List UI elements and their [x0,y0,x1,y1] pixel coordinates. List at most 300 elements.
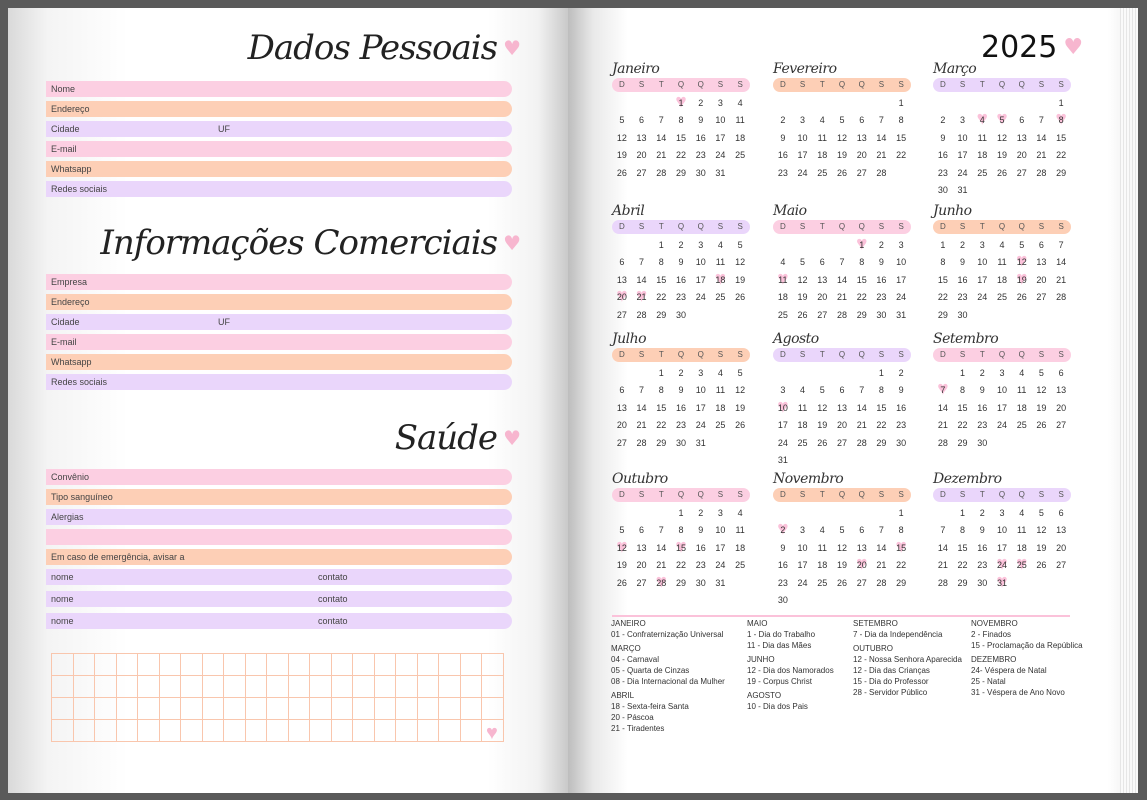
day-cell[interactable]: 24 [695,292,706,303]
day-cell[interactable]: 29 [876,437,887,448]
day-cell[interactable]: 29 [656,437,667,448]
day-cell[interactable]: 21 [656,560,667,571]
day-cell[interactable]: 31 [715,577,726,588]
day-cell[interactable]: 10 [957,132,968,143]
day-cell[interactable]: 20 [836,420,847,431]
day-cell[interactable]: 4 [819,115,825,126]
day-cell[interactable]: 14 [636,274,647,285]
day-cell[interactable]: 6 [1038,239,1044,250]
day-cell[interactable]: 30 [937,185,948,196]
day-cell[interactable]: 1 [898,507,904,518]
day-cell[interactable]: 9 [698,115,704,126]
day-cell[interactable]: 16 [957,274,968,285]
day-cell[interactable]: 30 [675,309,686,320]
day-cell[interactable]: 6 [639,115,645,126]
day-cell[interactable]: 27 [1056,420,1067,431]
day-cell[interactable]: 13 [817,274,828,285]
day-cell[interactable]: 26 [817,437,828,448]
day-cell[interactable]: 6 [819,257,825,268]
day-cell[interactable]: ♥ 7 [933,385,953,395]
day-cell[interactable]: 10 [695,385,706,396]
day-cell[interactable]: 30 [675,437,686,448]
day-cell[interactable]: ♥ 20 [612,292,632,302]
day-cell[interactable]: 11 [715,257,726,268]
day-cell[interactable]: 9 [780,132,786,143]
form-row[interactable] [46,469,512,485]
day-cell[interactable]: 5 [1019,239,1025,250]
form-row[interactable] [46,489,512,505]
day-cell[interactable]: 1 [960,507,966,518]
day-cell[interactable]: 18 [817,150,828,161]
day-cell[interactable]: 9 [698,525,704,536]
day-cell[interactable]: 15 [957,542,968,553]
day-cell[interactable]: ♥ 31 [992,578,1012,588]
day-cell[interactable]: 8 [960,385,966,396]
day-cell[interactable]: 27 [1056,560,1067,571]
day-cell[interactable]: 14 [836,274,847,285]
day-cell[interactable]: 31 [777,455,788,466]
day-cell[interactable]: 20 [1036,274,1047,285]
day-cell[interactable]: 29 [675,577,686,588]
day-cell[interactable]: 30 [977,437,988,448]
day-cell[interactable]: 17 [977,274,988,285]
day-cell[interactable]: 23 [777,577,788,588]
day-cell[interactable]: 30 [876,309,887,320]
day-cell[interactable]: 28 [1036,167,1047,178]
day-cell[interactable]: 28 [656,167,667,178]
day-cell[interactable]: 9 [940,132,946,143]
day-cell[interactable]: 23 [896,420,907,431]
day-cell[interactable]: 19 [996,150,1007,161]
day-cell[interactable]: 21 [1056,274,1067,285]
day-cell[interactable]: 30 [896,437,907,448]
day-cell[interactable]: 25 [797,437,808,448]
day-cell[interactable]: 12 [996,132,1007,143]
day-cell[interactable]: 3 [717,507,723,518]
day-cell[interactable]: 19 [836,150,847,161]
day-cell[interactable]: 30 [695,167,706,178]
day-cell[interactable]: 21 [937,560,948,571]
day-cell[interactable]: 31 [896,309,907,320]
day-cell[interactable]: 15 [957,402,968,413]
day-cell[interactable]: ♥ 4 [972,115,992,125]
day-cell[interactable]: 2 [940,115,946,126]
day-cell[interactable]: 10 [715,115,726,126]
day-cell[interactable]: 5 [619,525,625,536]
day-cell[interactable]: 7 [878,525,884,536]
day-cell[interactable]: 24 [715,560,726,571]
day-cell[interactable]: 26 [836,167,847,178]
day-cell[interactable]: 3 [698,367,704,378]
day-cell[interactable]: 24 [797,167,808,178]
day-cell[interactable]: 25 [735,560,746,571]
day-cell[interactable]: 5 [839,525,845,536]
day-cell[interactable]: 11 [1017,385,1027,396]
day-cell[interactable]: 17 [957,150,968,161]
day-cell[interactable]: 11 [1017,525,1027,536]
day-cell[interactable]: 11 [735,525,745,536]
day-cell[interactable]: 17 [996,402,1007,413]
day-cell[interactable]: 24 [977,292,988,303]
day-cell[interactable]: 18 [797,420,808,431]
day-cell[interactable]: 24 [777,437,788,448]
day-cell[interactable]: 2 [878,239,884,250]
day-cell[interactable]: 15 [937,274,948,285]
day-cell[interactable]: 20 [856,150,867,161]
day-cell[interactable]: 26 [836,577,847,588]
day-cell[interactable]: ♥ 12 [612,543,632,553]
day-cell[interactable]: ♥ 2 [773,525,793,535]
day-cell[interactable]: 28 [1056,292,1067,303]
day-cell[interactable]: 21 [1036,150,1047,161]
day-cell[interactable]: 15 [896,132,907,143]
day-cell[interactable]: 25 [977,167,988,178]
day-cell[interactable]: 27 [636,577,647,588]
day-cell[interactable]: 15 [656,402,667,413]
day-cell[interactable]: 24 [797,577,808,588]
form-row[interactable] [46,274,512,290]
day-cell[interactable]: 8 [878,385,884,396]
day-cell[interactable]: 7 [940,525,946,536]
day-cell[interactable]: ♥ 20 [852,560,872,570]
day-cell[interactable]: 3 [800,115,806,126]
day-cell[interactable]: 15 [856,274,867,285]
day-cell[interactable]: 15 [656,274,667,285]
day-cell[interactable]: 22 [675,560,686,571]
day-cell[interactable]: 5 [737,367,743,378]
day-cell[interactable]: 27 [636,167,647,178]
day-cell[interactable]: 31 [957,185,968,196]
day-cell[interactable]: 8 [859,257,865,268]
day-cell[interactable]: 18 [996,274,1007,285]
day-cell[interactable]: 25 [777,309,788,320]
day-cell[interactable]: 7 [639,257,645,268]
day-cell[interactable]: 14 [856,402,867,413]
day-cell[interactable]: 23 [777,167,788,178]
day-cell[interactable]: 25 [817,167,828,178]
day-cell[interactable]: 8 [658,385,664,396]
day-cell[interactable]: 12 [616,132,627,143]
day-cell[interactable]: 21 [856,420,867,431]
day-cell[interactable]: 26 [1036,560,1047,571]
day-cell[interactable]: 16 [777,560,788,571]
day-cell[interactable]: 2 [698,507,704,518]
day-cell[interactable]: 8 [658,257,664,268]
day-cell[interactable]: 26 [1016,292,1027,303]
day-cell[interactable]: 21 [876,560,887,571]
day-cell[interactable]: 30 [957,309,968,320]
day-cell[interactable]: ♥ 15 [891,543,911,553]
day-cell[interactable]: 17 [695,274,706,285]
day-cell[interactable]: 12 [1036,525,1047,536]
day-cell[interactable]: 20 [817,292,828,303]
day-cell[interactable]: 14 [656,132,667,143]
day-cell[interactable]: 17 [797,560,808,571]
day-cell[interactable]: 18 [977,150,988,161]
day-cell[interactable]: 16 [777,150,788,161]
day-cell[interactable]: 20 [1016,150,1027,161]
day-cell[interactable]: 22 [896,150,907,161]
day-cell[interactable]: 28 [876,577,887,588]
day-cell[interactable]: 22 [957,420,968,431]
day-cell[interactable]: 7 [1058,239,1064,250]
day-cell[interactable]: 29 [856,309,867,320]
day-cell[interactable]: 19 [1036,402,1047,413]
day-cell[interactable]: 4 [780,257,786,268]
day-cell[interactable]: 17 [695,402,706,413]
day-cell[interactable]: 6 [1019,115,1025,126]
day-cell[interactable]: 2 [979,507,985,518]
day-cell[interactable]: 6 [839,385,845,396]
day-cell[interactable]: 14 [937,542,948,553]
day-cell[interactable]: 9 [960,257,966,268]
day-cell[interactable]: 8 [940,257,946,268]
day-cell[interactable]: 3 [698,239,704,250]
day-cell[interactable]: 11 [715,385,726,396]
day-cell[interactable]: 23 [977,420,988,431]
day-cell[interactable]: 17 [996,542,1007,553]
day-cell[interactable]: 6 [1058,367,1064,378]
day-cell[interactable]: 14 [656,542,667,553]
day-cell[interactable]: 20 [636,150,647,161]
day-cell[interactable]: 13 [1016,132,1027,143]
day-cell[interactable]: 26 [616,167,627,178]
day-cell[interactable]: 8 [678,115,684,126]
day-cell[interactable]: 26 [797,309,808,320]
day-cell[interactable]: 3 [979,239,985,250]
day-cell[interactable]: 13 [616,402,627,413]
day-cell[interactable]: 28 [636,309,647,320]
day-cell[interactable]: 16 [876,274,887,285]
day-cell[interactable]: 27 [616,437,627,448]
day-cell[interactable]: 5 [839,115,845,126]
form-row[interactable] [46,334,512,350]
day-cell[interactable]: 25 [1016,420,1027,431]
day-cell[interactable]: 29 [957,577,968,588]
day-cell[interactable]: 26 [1036,420,1047,431]
day-cell[interactable]: 1 [878,367,884,378]
day-cell[interactable]: 4 [737,507,743,518]
day-cell[interactable]: ♥ 12 [1012,257,1032,267]
day-cell[interactable]: 22 [1056,150,1067,161]
day-cell[interactable]: 22 [675,150,686,161]
day-cell[interactable]: 25 [735,150,746,161]
day-cell[interactable]: 16 [977,402,988,413]
day-cell[interactable]: 11 [997,257,1007,268]
day-cell[interactable]: 4 [717,367,723,378]
day-cell[interactable]: 28 [876,167,887,178]
day-cell[interactable]: ♥ 8 [1051,115,1071,125]
day-cell[interactable]: 11 [797,402,808,413]
day-cell[interactable]: 7 [658,525,664,536]
day-cell[interactable]: 8 [898,525,904,536]
day-cell[interactable]: 9 [678,257,684,268]
day-cell[interactable]: 8 [678,525,684,536]
day-cell[interactable]: 25 [715,420,726,431]
day-cell[interactable]: 17 [797,150,808,161]
day-cell[interactable]: 21 [656,150,667,161]
day-cell[interactable]: 24 [896,292,907,303]
day-cell[interactable]: 27 [817,309,828,320]
day-cell[interactable]: 22 [957,560,968,571]
day-cell[interactable]: 24 [695,420,706,431]
day-cell[interactable]: 16 [695,132,706,143]
day-cell[interactable]: 14 [937,402,948,413]
day-cell[interactable]: 19 [1036,542,1047,553]
day-cell[interactable]: 2 [698,97,704,108]
day-cell[interactable]: 18 [735,542,746,553]
day-cell[interactable]: 19 [817,420,828,431]
day-cell[interactable]: 6 [859,525,865,536]
day-cell[interactable]: 13 [1056,385,1067,396]
day-cell[interactable]: 1 [658,367,664,378]
day-cell[interactable]: 5 [1038,507,1044,518]
form-row[interactable] [46,161,512,177]
day-cell[interactable]: 13 [856,542,867,553]
day-cell[interactable]: 21 [876,150,887,161]
day-cell[interactable]: ♥ 19 [1012,275,1032,285]
day-cell[interactable]: 18 [817,560,828,571]
form-row[interactable] [46,569,512,585]
day-cell[interactable]: 27 [856,577,867,588]
day-cell[interactable]: 18 [777,292,788,303]
day-cell[interactable]: 8 [960,525,966,536]
day-cell[interactable]: 2 [898,367,904,378]
form-row[interactable] [46,591,512,607]
day-cell[interactable]: 10 [996,385,1007,396]
day-cell[interactable]: 4 [999,239,1005,250]
day-cell[interactable]: 24 [715,150,726,161]
day-cell[interactable]: 13 [1056,525,1067,536]
day-cell[interactable]: 22 [937,292,948,303]
day-cell[interactable]: 28 [856,437,867,448]
day-cell[interactable]: ♥ 10 [773,403,793,413]
day-cell[interactable]: 11 [817,542,827,553]
day-cell[interactable]: 4 [737,97,743,108]
day-cell[interactable]: 24 [996,420,1007,431]
day-cell[interactable]: 14 [876,542,887,553]
day-cell[interactable]: 23 [957,292,968,303]
day-cell[interactable]: 17 [777,420,788,431]
form-row[interactable] [46,294,512,310]
day-cell[interactable]: 4 [819,525,825,536]
day-cell[interactable]: 22 [896,560,907,571]
day-cell[interactable]: 4 [800,385,806,396]
day-cell[interactable]: 30 [977,577,988,588]
day-cell[interactable]: 21 [836,292,847,303]
day-cell[interactable]: 17 [715,132,726,143]
day-cell[interactable]: 13 [856,132,867,143]
day-cell[interactable]: 27 [836,437,847,448]
day-cell[interactable]: 25 [715,292,726,303]
day-cell[interactable]: ♥ 1 [671,98,691,108]
day-cell[interactable]: 22 [876,420,887,431]
form-row[interactable] [46,549,512,565]
form-row[interactable] [46,121,512,137]
day-cell[interactable]: 29 [896,577,907,588]
day-cell[interactable]: 7 [639,385,645,396]
day-cell[interactable]: 16 [675,274,686,285]
form-row[interactable] [46,181,512,197]
day-cell[interactable]: 20 [616,420,627,431]
day-cell[interactable]: 28 [636,437,647,448]
day-cell[interactable]: 26 [735,292,746,303]
day-cell[interactable]: 2 [780,115,786,126]
day-cell[interactable]: 6 [639,525,645,536]
day-cell[interactable]: 20 [636,560,647,571]
day-cell[interactable]: 3 [717,97,723,108]
day-cell[interactable]: 1 [898,97,904,108]
day-cell[interactable]: 16 [695,542,706,553]
day-cell[interactable]: 13 [636,132,647,143]
day-cell[interactable]: 19 [735,402,746,413]
day-cell[interactable]: 28 [937,437,948,448]
day-cell[interactable]: 13 [1036,257,1047,268]
day-cell[interactable]: 9 [979,525,985,536]
day-cell[interactable]: 27 [616,309,627,320]
day-cell[interactable]: 9 [898,385,904,396]
day-cell[interactable]: 16 [977,542,988,553]
day-cell[interactable]: 15 [1056,132,1067,143]
day-cell[interactable]: 23 [977,560,988,571]
day-cell[interactable]: 9 [979,385,985,396]
day-cell[interactable]: 1 [678,507,684,518]
form-row[interactable] [46,314,512,330]
day-cell[interactable]: ♥ 28 [651,578,671,588]
day-cell[interactable]: 20 [1056,542,1067,553]
day-cell[interactable]: 30 [695,577,706,588]
day-cell[interactable]: 5 [1038,367,1044,378]
form-row[interactable] [46,141,512,157]
day-cell[interactable]: 12 [836,542,847,553]
day-cell[interactable]: 18 [1016,542,1027,553]
day-cell[interactable]: 28 [836,309,847,320]
day-cell[interactable]: 2 [678,239,684,250]
day-cell[interactable]: 8 [898,115,904,126]
day-cell[interactable]: 28 [937,577,948,588]
day-cell[interactable]: 2 [979,367,985,378]
day-cell[interactable]: 1 [960,367,966,378]
day-cell[interactable]: 15 [675,132,686,143]
day-cell[interactable]: 2 [678,367,684,378]
day-cell[interactable]: 5 [819,385,825,396]
day-cell[interactable]: 26 [616,577,627,588]
day-cell[interactable]: 7 [839,257,845,268]
day-cell[interactable]: 14 [1056,257,1067,268]
day-cell[interactable]: 23 [695,560,706,571]
day-cell[interactable]: 3 [800,525,806,536]
day-cell[interactable]: 13 [616,274,627,285]
day-cell[interactable]: 14 [876,132,887,143]
day-cell[interactable]: 29 [957,437,968,448]
day-cell[interactable]: ♥ 11 [773,275,793,285]
day-cell[interactable]: 5 [737,239,743,250]
day-cell[interactable]: 7 [1038,115,1044,126]
day-cell[interactable]: 30 [777,595,788,606]
day-cell[interactable]: 10 [996,525,1007,536]
day-cell[interactable]: 23 [695,150,706,161]
day-cell[interactable]: 10 [695,257,706,268]
day-cell[interactable]: 21 [636,420,647,431]
form-row[interactable] [46,613,512,629]
day-cell[interactable]: 23 [876,292,887,303]
day-cell[interactable]: 16 [896,402,907,413]
day-cell[interactable]: 6 [859,115,865,126]
day-cell[interactable]: 15 [876,402,887,413]
form-row[interactable] [46,509,512,525]
day-cell[interactable]: 27 [1016,167,1027,178]
day-cell[interactable]: 22 [656,420,667,431]
